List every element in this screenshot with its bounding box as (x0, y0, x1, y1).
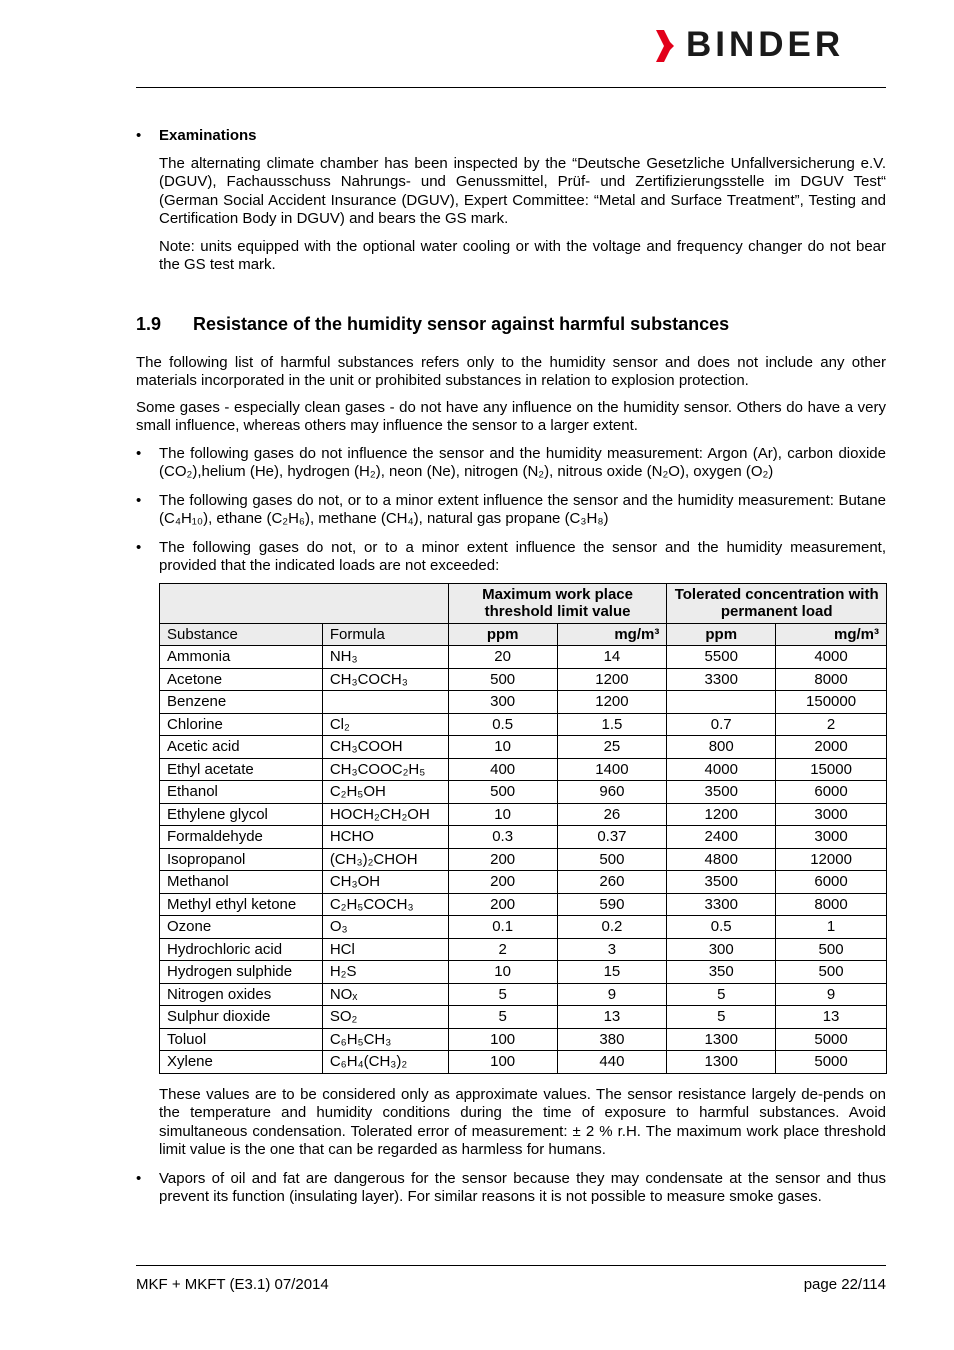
cell-formula: CH₃COOC₂H₅ (322, 758, 448, 781)
cell-substance: Acetone (160, 668, 323, 691)
table-row (160, 938, 887, 961)
cell-mw-mg: 3 (557, 938, 667, 961)
table-row (160, 1051, 887, 1074)
cell-mw-ppm: 5 (448, 983, 557, 1006)
col-header-substance: Substance (160, 623, 323, 646)
cell-substance: Ammonia (160, 646, 323, 669)
table-empty-header (160, 583, 449, 623)
cell-mw-mg: 9 (557, 983, 667, 1006)
cell-tc-mg: 3000 (776, 826, 887, 849)
cell-tc-ppm: 3500 (667, 781, 776, 804)
cell-substance: Ethanol (160, 781, 323, 804)
table-row (160, 691, 887, 714)
cell-tc-mg: 15000 (776, 758, 887, 781)
cell-mw-ppm: 200 (448, 848, 557, 871)
table-row (160, 1028, 887, 1051)
cell-substance: Isopropanol (160, 848, 323, 871)
cell-tc-ppm (667, 691, 776, 714)
examinations-heading: Examinations (159, 127, 257, 144)
examinations-note: Note: units equipped with the optional water cooling or with the voltage and frequency changer do not bear the GS test mark. (159, 237, 886, 273)
intro-paragraph-1: The following list of harmful substances refers only to the humidity sensor and does not include any other materials incorporated in the unit or prohibited substances in relation to explosion protection. (136, 353, 886, 389)
cell-substance: Ozone (160, 916, 323, 939)
cell-tc-mg: 8000 (776, 668, 887, 691)
cell-tc-mg: 500 (776, 938, 887, 961)
cell-formula: NOₓ (322, 983, 448, 1006)
footer-doc-id: MKF + MKFT (E3.1) 07/2014 (136, 1276, 329, 1293)
examinations-bullet (136, 127, 886, 275)
cell-tc-ppm: 2400 (667, 826, 776, 849)
cell-mw-mg: 1200 (557, 691, 667, 714)
cell-substance: Acetic acid (160, 736, 323, 759)
cell-mw-mg: 13 (557, 1006, 667, 1029)
col-header-tc-ppm: ppm (667, 623, 776, 646)
intro-paragraph-2: Some gases - especially clean gases - do not have any influence on the humidity sensor. Others do have a very small influence, whereas others may influence the sensor to a larger extent. (136, 398, 886, 434)
table-row (160, 848, 887, 871)
bullet-limited-gases (136, 539, 886, 576)
cell-mw-ppm: 100 (448, 1051, 557, 1074)
cell-substance: Sulphur dioxide (160, 1006, 323, 1029)
cell-tc-ppm: 0.5 (667, 916, 776, 939)
col-header-mw-mg: mg/m³ (557, 623, 667, 646)
cell-mw-mg: 380 (557, 1028, 667, 1051)
cell-tc-mg: 2000 (776, 736, 887, 759)
cell-tc-ppm: 350 (667, 961, 776, 984)
brand-name: BINDER (686, 25, 845, 64)
cell-mw-ppm: 0.1 (448, 916, 557, 939)
binder-logo (654, 25, 888, 64)
cell-tc-ppm: 0.7 (667, 713, 776, 736)
cell-formula: HCHO (322, 826, 448, 849)
page-content (136, 127, 886, 1207)
cell-formula: CH₃COCH₃ (322, 668, 448, 691)
table-row (160, 781, 887, 804)
cell-mw-mg: 960 (557, 781, 667, 804)
table-row (160, 713, 887, 736)
cell-mw-ppm: 400 (448, 758, 557, 781)
bullet-oil-vapors-text: Vapors of oil and fat are dangerous for the sensor because they may condensate at the sensor and thus prevent its function (insulating layer). For similar reasons it is not possible to measure smoke gases. (159, 1169, 886, 1205)
cell-mw-mg: 15 (557, 961, 667, 984)
binder-logo-icon (654, 30, 684, 64)
bullet-icon: • (136, 444, 142, 462)
cell-mw-ppm: 500 (448, 781, 557, 804)
cell-substance: Hydrochloric acid (160, 938, 323, 961)
cell-mw-ppm: 0.3 (448, 826, 557, 849)
cell-mw-ppm: 200 (448, 893, 557, 916)
after-table-paragraph: These values are to be considered only as approximate values. The sensor resistance largely de-pends on the temperature and humidity conditions during the time of exposure to harmful substances. Avoid simultaneous condensation. Tolerated error of measurement: ± 2 % r.H. The maximum work place threshold limit value is the one that can be regarded as harmless for humans. (159, 1085, 886, 1158)
cell-mw-mg: 1.5 (557, 713, 667, 736)
cell-formula: C₂H₅COCH₃ (322, 893, 448, 916)
cell-mw-mg: 0.37 (557, 826, 667, 849)
col-header-mw-ppm: ppm (448, 623, 557, 646)
cell-tc-mg: 5000 (776, 1028, 887, 1051)
bullet-limited-gases-text: The following gases do not, or to a minor extent influence the sensor and the humidity measurement, provided that the indicated loads are not exceeded: (159, 538, 886, 574)
cell-tc-ppm: 1300 (667, 1051, 776, 1074)
cell-mw-ppm: 0.5 (448, 713, 557, 736)
cell-tc-ppm: 800 (667, 736, 776, 759)
cell-mw-mg: 14 (557, 646, 667, 669)
table-row (160, 916, 887, 939)
cell-substance: Ethylene glycol (160, 803, 323, 826)
cell-mw-mg: 590 (557, 893, 667, 916)
table-row (160, 668, 887, 691)
cell-mw-ppm: 2 (448, 938, 557, 961)
table-row (160, 758, 887, 781)
cell-tc-mg: 8000 (776, 893, 887, 916)
cell-mw-ppm: 200 (448, 871, 557, 894)
section-title: Resistance of the humidity sensor against harmful substances (193, 313, 730, 334)
cell-tc-mg: 3000 (776, 803, 887, 826)
cell-tc-mg: 6000 (776, 871, 887, 894)
table-body (160, 646, 887, 1074)
cell-substance: Chlorine (160, 713, 323, 736)
cell-tc-ppm: 5500 (667, 646, 776, 669)
col-header-tc-mg: mg/m³ (776, 623, 887, 646)
cell-tc-mg: 150000 (776, 691, 887, 714)
cell-tc-ppm: 3300 (667, 893, 776, 916)
cell-mw-ppm: 500 (448, 668, 557, 691)
cell-substance: Methanol (160, 871, 323, 894)
cell-formula: Cl₂ (322, 713, 448, 736)
table-column-header-row (160, 623, 887, 646)
group-header-tolerated: Tolerated concentration with permanent load (667, 583, 887, 623)
cell-tc-ppm: 3300 (667, 668, 776, 691)
table-row (160, 1006, 887, 1029)
cell-mw-mg: 440 (557, 1051, 667, 1074)
cell-tc-mg: 500 (776, 961, 887, 984)
cell-formula: (CH₃)₂CHOH (322, 848, 448, 871)
cell-substance: Nitrogen oxides (160, 983, 323, 1006)
bullet-minor-gases (136, 492, 886, 529)
cell-substance: Formaldehyde (160, 826, 323, 849)
table-row (160, 803, 887, 826)
footer-rule (136, 1265, 886, 1266)
cell-formula: NH₃ (322, 646, 448, 669)
cell-mw-ppm: 10 (448, 961, 557, 984)
cell-tc-mg: 6000 (776, 781, 887, 804)
cell-mw-mg: 500 (557, 848, 667, 871)
cell-tc-ppm: 4800 (667, 848, 776, 871)
cell-formula: C₆H₅CH₃ (322, 1028, 448, 1051)
cell-formula: SO₂ (322, 1006, 448, 1029)
cell-mw-mg: 26 (557, 803, 667, 826)
table-row (160, 871, 887, 894)
cell-mw-mg: 260 (557, 871, 667, 894)
cell-substance: Methyl ethyl ketone (160, 893, 323, 916)
cell-tc-ppm: 5 (667, 1006, 776, 1029)
cell-tc-mg: 5000 (776, 1051, 887, 1074)
table-row (160, 961, 887, 984)
bullet-minor-gases-text: The following gases do not, or to a minor extent influence the sensor and the humidity measurement: Butane (C₄H₁₀), ethane (C₂H₆), methane (CH₄), natural gas propane (C₃H₈) (159, 491, 886, 527)
cell-formula: HOCH₂CH₂OH (322, 803, 448, 826)
bullet-icon: • (136, 1169, 142, 1187)
harmful-substances-table (159, 583, 887, 1074)
cell-tc-ppm: 3500 (667, 871, 776, 894)
cell-formula (322, 691, 448, 714)
section-number: 1.9 (136, 313, 162, 334)
cell-tc-ppm: 1200 (667, 803, 776, 826)
cell-tc-ppm: 1300 (667, 1028, 776, 1051)
cell-mw-ppm: 10 (448, 736, 557, 759)
table-row (160, 893, 887, 916)
table-row (160, 646, 887, 669)
cell-mw-mg: 1200 (557, 668, 667, 691)
cell-mw-ppm: 300 (448, 691, 557, 714)
footer-page-number: page 22/114 (803, 1276, 886, 1293)
table-row (160, 826, 887, 849)
cell-mw-ppm: 5 (448, 1006, 557, 1029)
bullet-inert-gases-text: The following gases do not influence the sensor and the humidity measurement: Argon (Ar), carbon dioxide (CO₂),helium (He), hydrogen (H₂), neon (Ne), nitrogen (N₂), nitrous oxide (N₂O), oxygen (O₂) (159, 444, 886, 480)
cell-tc-mg: 13 (776, 1006, 887, 1029)
group-header-work-place: Maximum work place threshold limit value (448, 583, 667, 623)
cell-substance: Xylene (160, 1051, 323, 1074)
cell-tc-mg: 2 (776, 713, 887, 736)
cell-mw-mg: 25 (557, 736, 667, 759)
cell-formula: H₂S (322, 961, 448, 984)
bullet-icon: • (136, 491, 142, 509)
cell-formula: O₃ (322, 916, 448, 939)
bullet-icon: • (136, 127, 142, 144)
cell-mw-mg: 1400 (557, 758, 667, 781)
cell-formula: CH₃COOH (322, 736, 448, 759)
cell-formula: C₆H₄(CH₃)₂ (322, 1051, 448, 1074)
table-group-header-row (160, 583, 887, 623)
cell-mw-mg: 0.2 (557, 916, 667, 939)
cell-tc-mg: 12000 (776, 848, 887, 871)
cell-mw-ppm: 100 (448, 1028, 557, 1051)
table-row (160, 736, 887, 759)
cell-tc-ppm: 300 (667, 938, 776, 961)
cell-tc-mg: 4000 (776, 646, 887, 669)
bullet-icon: • (136, 538, 142, 556)
cell-mw-ppm: 10 (448, 803, 557, 826)
table-row (160, 983, 887, 1006)
cell-substance: Toluol (160, 1028, 323, 1051)
cell-tc-ppm: 5 (667, 983, 776, 1006)
bullet-oil-vapors (136, 1170, 886, 1207)
header-rule (136, 87, 886, 88)
cell-substance: Hydrogen sulphide (160, 961, 323, 984)
cell-substance: Benzene (160, 691, 323, 714)
cell-tc-mg: 1 (776, 916, 887, 939)
cell-tc-mg: 9 (776, 983, 887, 1006)
section-heading (136, 313, 886, 335)
cell-formula: C₂H₅OH (322, 781, 448, 804)
bullet-inert-gases (136, 445, 886, 482)
examinations-paragraph: The alternating climate chamber has been inspected by the “Deutsche Gesetzliche Unfallversicherung e.V. (DGUV), Fachausschuss Nahrungs- und Genussmittel, Prüf- und Zertifizierungsstelle im DGUV Test“ (German Social Accident Insurance (DGUV), Expert Committee: “Metal and Surface Treatment”, Testing and Certification Body in DGUV) and bears the GS mark. (159, 154, 886, 227)
cell-tc-ppm: 4000 (667, 758, 776, 781)
cell-formula: HCl (322, 938, 448, 961)
cell-substance: Ethyl acetate (160, 758, 323, 781)
cell-mw-ppm: 20 (448, 646, 557, 669)
col-header-formula: Formula (322, 623, 448, 646)
cell-formula: CH₃OH (322, 871, 448, 894)
